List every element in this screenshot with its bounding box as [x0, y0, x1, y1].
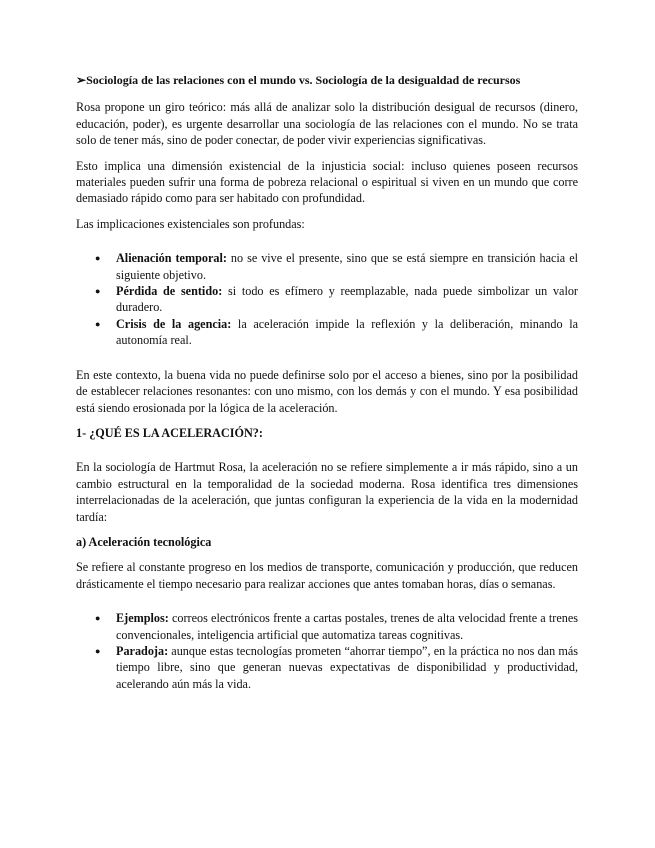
list-item-term: Pérdida de sentido: [116, 284, 223, 299]
paragraph-subsection-a: Se refiere al constante progreso en los medios de transporte, comunicación y producción, que reducen drásticamente el tiempo necesario para realizar acciones que antes tomaban horas, días o semanas. [76, 560, 578, 591]
paragraph-intro-1: Rosa propone un giro teórico: más allá de analizar solo la distribución desigual de recursos (dinero, educación, poder), es urgente desarrollar una sociología de las relaciones con el mundo. No se trata solo de tener más, sino de poder conectar, de poder vivir experiencias significativas. [76, 100, 578, 148]
section-heading-text: Sociología de las relaciones con el mundo vs. Sociología de la desigualdad de recursos [86, 73, 521, 87]
section-1-title: 1- ¿QUÉ ES LA ACELERACIÓN?: [76, 425, 263, 440]
list-item-text: aunque estas tecnologías prometen “ahorrar tiempo”, en la práctica no nos dan más tiempo libre, sino que generan nuevas expectativas de disponibilidad y productividad, acelerando aún más la vida. [116, 643, 578, 691]
subsection-a-title: a) Aceleración tecnológica [76, 534, 212, 549]
list-item-term: Alienación temporal: [116, 251, 227, 266]
list-item-text: si todo es efímero y reemplazable, nada puede simbolizar un valor duradero. [116, 284, 578, 315]
paragraph-section-1: En la sociología de Hartmut Rosa, la aceleración no se refiere simplemente a ir más rápido, sino a un cambio estructural en la temporalidad de la sociedad moderna. Rosa identifica tres dimensiones interrelacionadas de la aceleración, que juntas configuran la experiencia de la vida en la modernidad tardía: [76, 460, 578, 524]
paragraph-intro-3: Las implicaciones existenciales son profundas: [76, 216, 305, 231]
paragraph-context: En este contexto, la buena vida no puede definirse solo por el acceso a bienes, sino por la posibilidad de establecer relaciones resonantes: con uno mismo, con los demás y con el mundo. Y esa posibilidad está siendo erosionada por la lógica de la aceleración. [76, 367, 578, 415]
list-item [76, 643, 578, 692]
list-item [76, 610, 578, 643]
list-item [76, 283, 578, 316]
list-item-term: Paradoja: [116, 643, 169, 658]
list-item-text: correos electrónicos frente a cartas postales, trenes de alta velocidad frente a trenes convencionales, inteligencia artificial que automatiza tareas cognitivas. [116, 611, 578, 642]
implications-list [76, 250, 578, 348]
section-heading [76, 72, 578, 88]
arrow-icon: ➢ [76, 73, 87, 87]
list-item [76, 250, 578, 283]
list-item-text: la aceleración impide la reflexión y la deliberación, minando la autonomía real. [116, 316, 578, 348]
list-item-term: Crisis de la agencia: [116, 316, 232, 331]
paragraph-intro-2: Esto implica una dimensión existencial de la injusticia social: incluso quienes poseen recursos materiales pueden sufrir una forma de pobreza relacional o espiritual si viven en un mundo que corre demasiado rápido como para ser habitado con profundidad. [76, 158, 578, 206]
technology-list [76, 610, 578, 692]
list-item-text: no se vive el presente, sino que se está siempre en transición hacia el siguiente objetivo. [116, 251, 578, 282]
list-item-term: Ejemplos: [116, 611, 169, 626]
document-page [76, 72, 578, 692]
list-item [76, 316, 578, 349]
